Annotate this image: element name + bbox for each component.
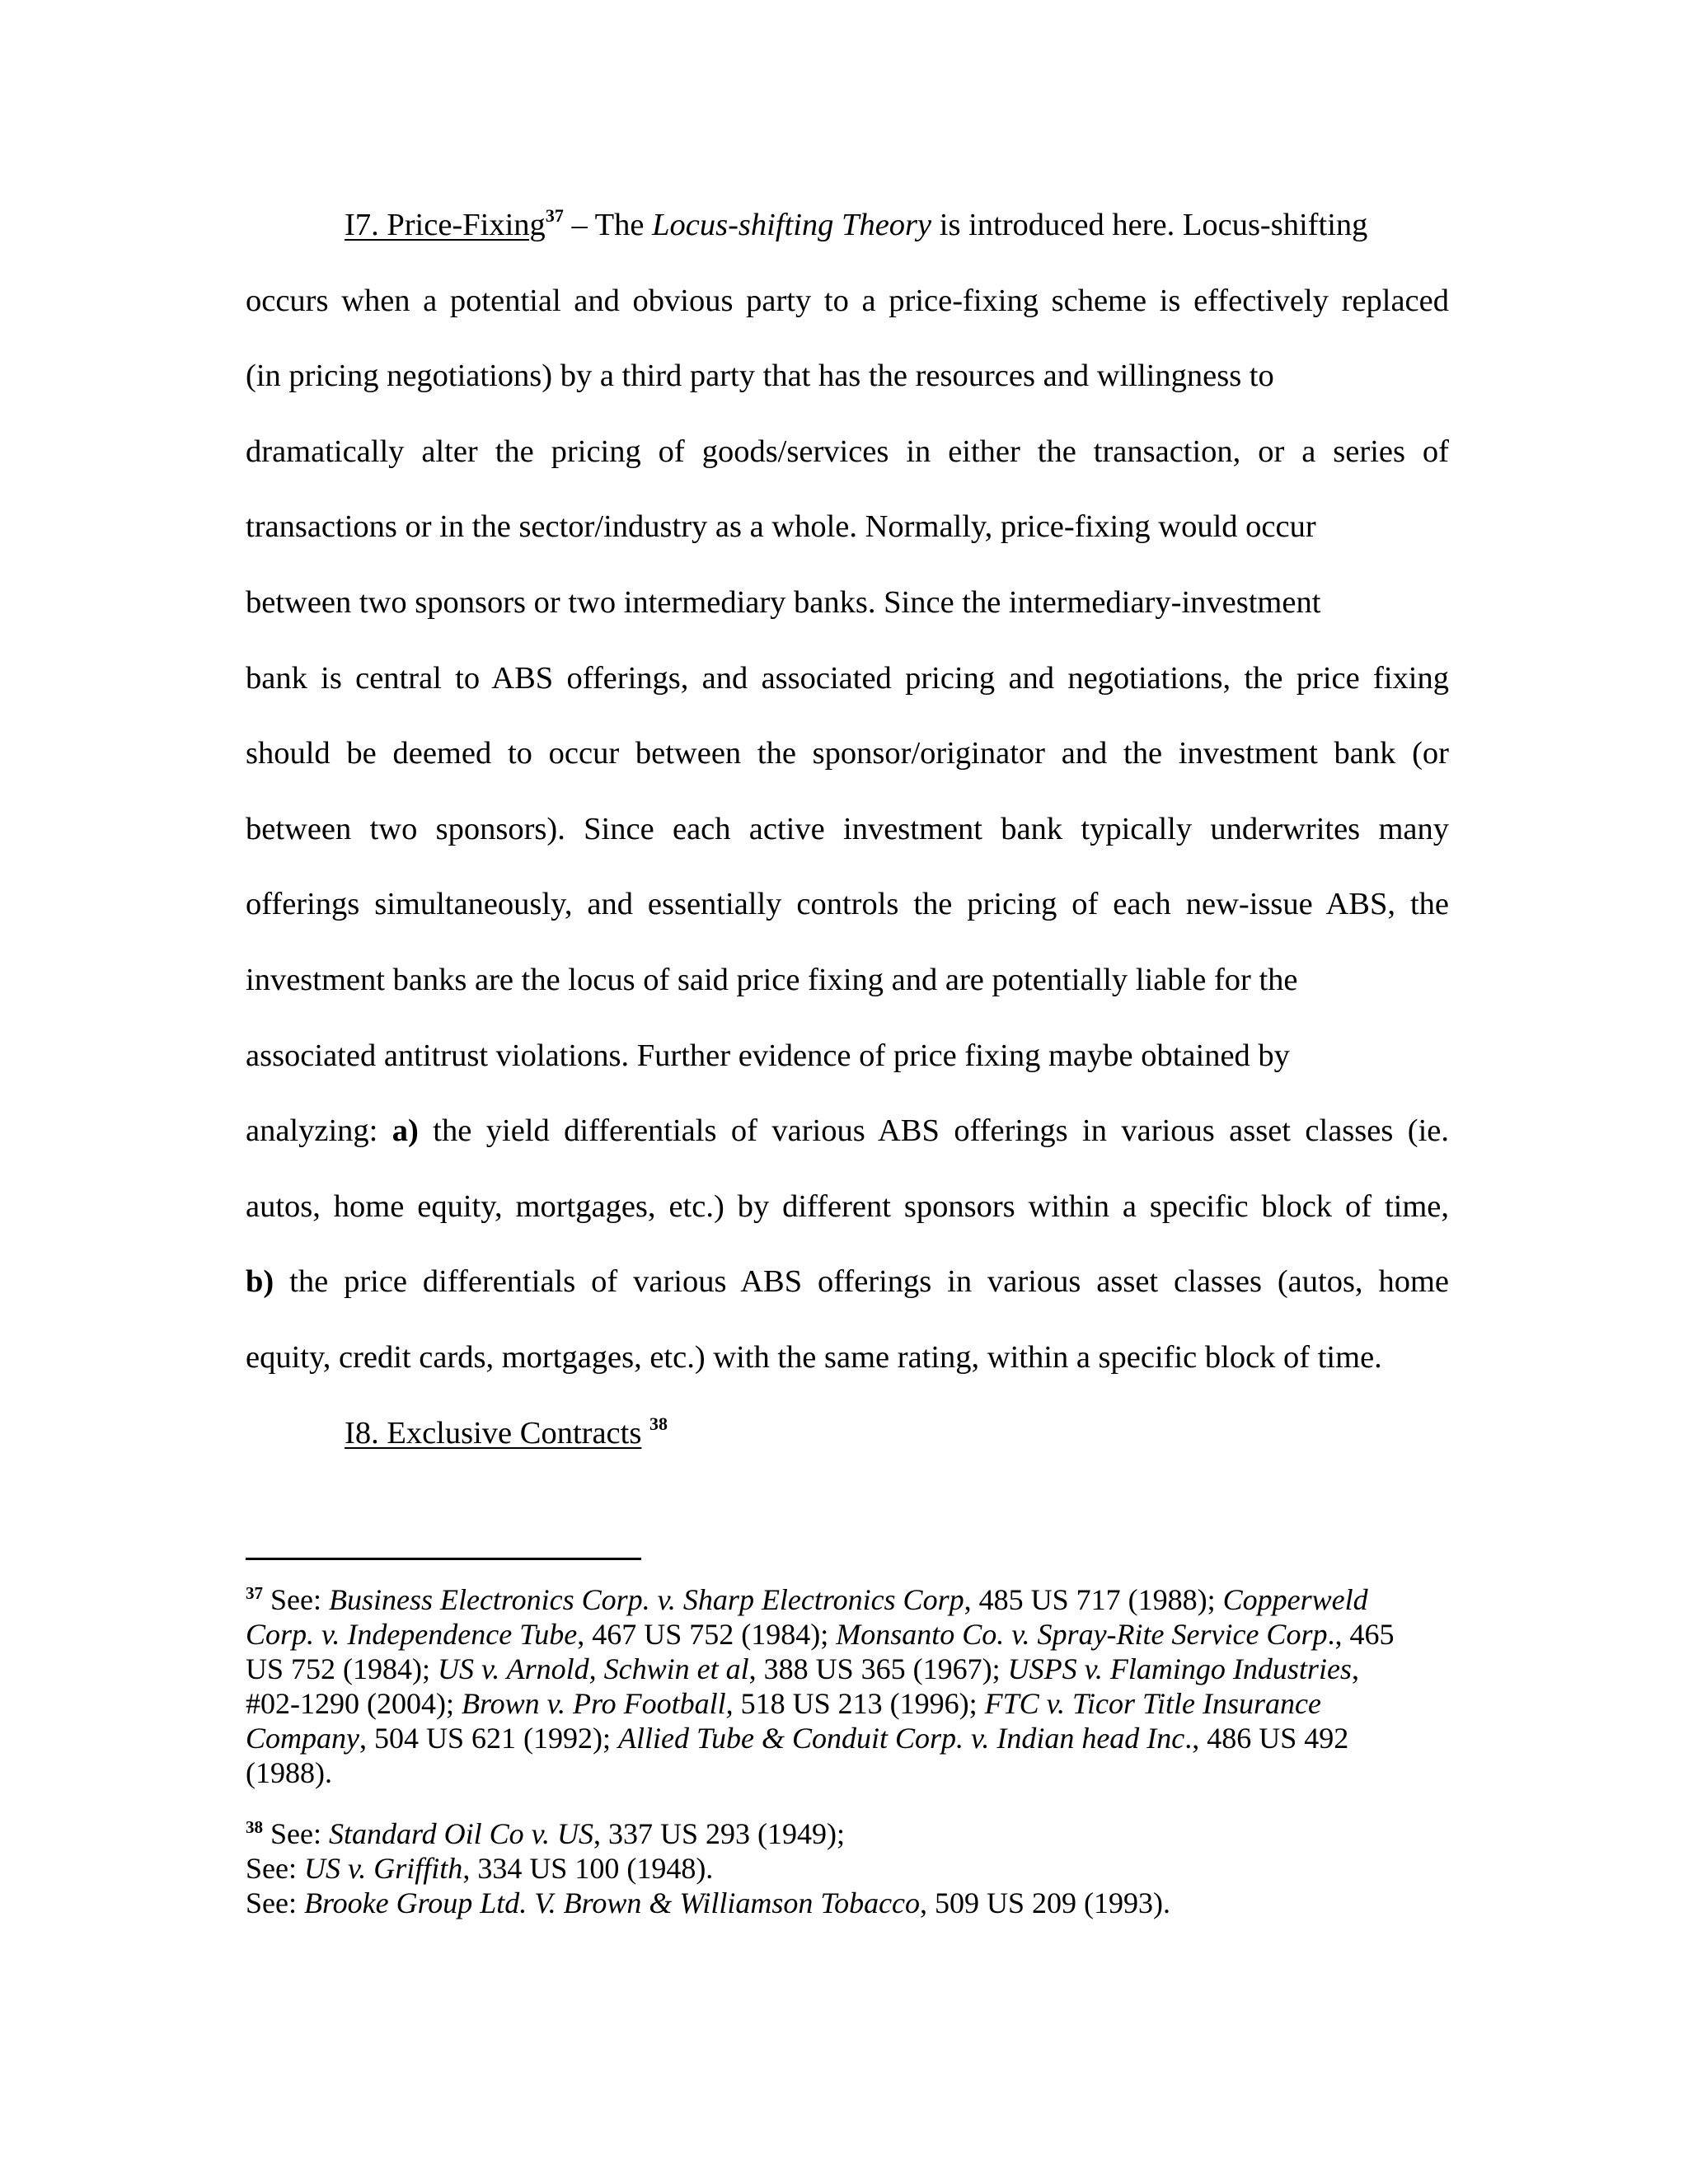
text-run: , 334 US 100 (1948). xyxy=(462,1852,714,1885)
text-run: See: xyxy=(246,1852,304,1885)
footnote-37 xyxy=(246,1582,1449,1790)
footnote-line xyxy=(246,1755,1449,1790)
text-run: (1988). xyxy=(246,1756,332,1789)
paragraph-line: associated antitrust violations. Further evidence of price fixing maybe obtained by xyxy=(246,1038,1290,1073)
text-run: , xyxy=(1351,1652,1359,1685)
text-run: analyzing: xyxy=(246,1113,392,1149)
paragraph-line: occurs when a potential and obvious party to a price-fixing scheme is effectively replaced xyxy=(246,283,1449,318)
footnote-line xyxy=(246,1816,1449,1851)
paragraph-line xyxy=(246,1396,1449,1472)
case-citation: FTC v. Ticor Title Insurance xyxy=(984,1687,1321,1720)
paragraph-line xyxy=(246,1094,1449,1169)
paragraph-line: transactions or in the sector/industry as a whole. Normally, price-fixing would occur xyxy=(246,509,1316,545)
body-text xyxy=(246,188,1449,1471)
footnote-line xyxy=(246,1617,1449,1652)
case-citation: Allied Tube & Conduit Corp. v. Indian head Inc xyxy=(618,1722,1185,1755)
list-marker-b: b) xyxy=(246,1264,274,1300)
text-run: See: xyxy=(263,1583,329,1616)
case-citation: Copperweld xyxy=(1222,1583,1368,1616)
case-citation: Company xyxy=(246,1722,359,1755)
case-citation: Business Electronics Corp. v. Sharp Electronics Corp xyxy=(328,1583,964,1616)
footnote-number: 37 xyxy=(246,1583,263,1603)
case-citation: Monsanto Co. v. Spray-Rite Service Corp xyxy=(836,1618,1328,1651)
footnote-line xyxy=(246,1851,1449,1886)
list-marker-a: a) xyxy=(392,1113,419,1149)
footnote-ref-38: 38 xyxy=(649,1413,668,1434)
text-run: #02-1290 (2004); xyxy=(246,1687,462,1720)
text-run: the price differentials of various ABS offerings in various asset classes (autos, home xyxy=(274,1264,1449,1300)
text-run: , 485 US 717 (1988); xyxy=(964,1583,1223,1616)
case-citation: US v. Griffith xyxy=(303,1852,463,1885)
text-run: , 504 US 621 (1992); xyxy=(359,1722,618,1755)
footnote-line xyxy=(246,1886,1449,1920)
text-run: US 752 (1984); xyxy=(246,1652,438,1685)
paragraph-line xyxy=(246,1244,1449,1320)
paragraph-line xyxy=(246,188,1449,264)
text-run: is introduced here. Locus-shifting xyxy=(931,208,1368,242)
paragraph-line: (in pricing negotiations) by a third party that has the resources and willingness to xyxy=(246,359,1274,394)
term-locus-shifting: Locus-shifting Theory xyxy=(652,208,932,242)
footnote-line xyxy=(246,1652,1449,1686)
case-citation: Corp. v. Independence Tube xyxy=(246,1618,578,1651)
paragraph-line: bank is central to ABS offerings, and associated pricing and negotiations, the price fixing xyxy=(246,660,1449,696)
paragraph-line: dramatically alter the pricing of goods/services in either the transaction, or a series of xyxy=(246,434,1449,469)
case-citation: USPS v. Flamingo Industries xyxy=(1007,1652,1352,1685)
footnote-38 xyxy=(246,1816,1449,1920)
text-run: See: xyxy=(246,1886,304,1919)
text-run: 518 US 213 (1996); xyxy=(733,1687,985,1720)
text-run: – The xyxy=(563,208,653,242)
paragraph-line: between two sponsors or two intermediary banks. Since the intermediary-investment xyxy=(246,584,1321,620)
footnote-separator xyxy=(246,1558,641,1560)
text-run: , 467 US 752 (1984); xyxy=(577,1618,837,1651)
footnote-text xyxy=(263,1817,845,1850)
paragraph-line: equity, credit cards, mortgages, etc.) with the same rating, within a specific block of time. xyxy=(246,1339,1382,1375)
text-run: See: xyxy=(263,1817,329,1850)
case-citation: Standard Oil Co v. US xyxy=(328,1817,593,1850)
footnote-ref-37: 37 xyxy=(545,205,564,226)
text-run: , 509 US 209 (1993). xyxy=(920,1886,1171,1919)
case-citation: US v. Arnold, Schwin et al xyxy=(438,1652,749,1685)
text-run: ., 465 xyxy=(1327,1618,1395,1651)
footnote-text xyxy=(263,1583,1368,1616)
paragraph-line: should be deemed to occur between the sponsor/originator and the investment bank (or xyxy=(246,736,1449,771)
paragraph-line: offerings simultaneously, and essentially controls the pricing of each new-issue ABS, the xyxy=(246,887,1449,922)
case-citation: Brown v. Pro Football, xyxy=(461,1687,734,1720)
footnote-number: 38 xyxy=(246,1817,263,1837)
footnote-line xyxy=(246,1582,1449,1617)
text-run: , 337 US 293 (1949); xyxy=(593,1817,845,1850)
section-heading-i7: I7. Price-Fixing xyxy=(345,208,546,242)
footnote-line xyxy=(246,1686,1449,1721)
footnotes xyxy=(246,1582,1449,1920)
text-run: ., 486 US 492 xyxy=(1184,1722,1349,1755)
section-heading-i8: I8. Exclusive Contracts xyxy=(345,1415,642,1451)
case-citation: Brooke Group Ltd. V. Brown & Williamson Tobacco xyxy=(303,1886,921,1919)
text-run: , 388 US 365 (1967); xyxy=(748,1652,1008,1685)
footnote-line xyxy=(246,1721,1449,1755)
text-run: the yield differentials of various ABS offerings in various asset classes (ie. xyxy=(418,1113,1449,1149)
paragraph-line: investment banks are the locus of said price fixing and are potentially liable for the xyxy=(246,962,1298,997)
paragraph-line: between two sponsors). Since each active investment bank typically underwrites many xyxy=(246,811,1449,846)
paragraph-line: autos, home equity, mortgages, etc.) by different sponsors within a specific block of time, xyxy=(246,1188,1449,1224)
